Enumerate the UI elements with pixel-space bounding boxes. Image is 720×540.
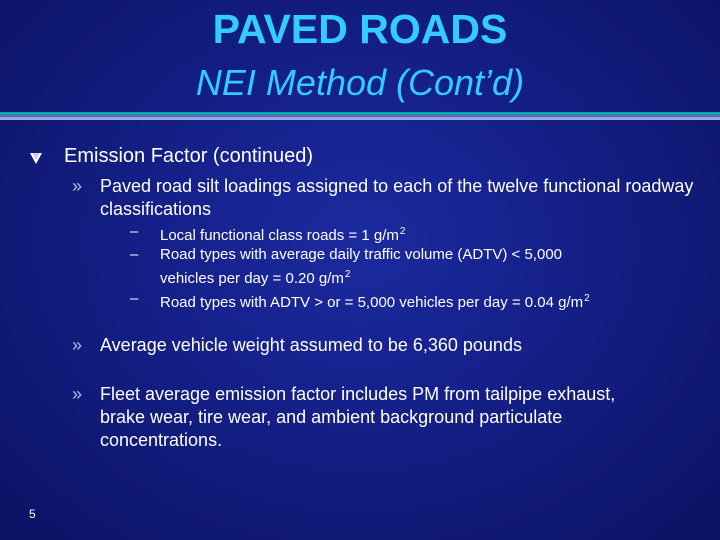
bullet-local-roads (160, 222, 700, 246)
chevron-bullet-icon: » (72, 384, 83, 404)
bullet-emission-factor: Emission Factor (continued) (64, 145, 313, 167)
checkmark-bullet-icon (29, 150, 43, 166)
bullet-fleet-emission (100, 383, 700, 452)
bullet-fleet-line-3: concentrations. (100, 430, 223, 450)
bullet-adtv-low-text2: vehicles per day = 0.20 g/m (160, 270, 344, 287)
bullet-adtv-low-text: Road types with average daily traffic volume (ADTV) < 5,000 (160, 246, 562, 263)
superscript: 2 (344, 269, 351, 280)
dash-bullet-icon: – (130, 290, 139, 307)
title-divider-light (0, 117, 720, 120)
bullet-fleet-line-1: Fleet average emission factor includes PM from tailpipe exhaust, (100, 384, 616, 404)
bullet-adtv-high-text: Road types with ADTV > or = 5,000 vehicles per day = 0.04 g/m (160, 294, 584, 311)
bullet-silt-loadings: Paved road silt loadings assigned to each of the twelve functional roadway classifications (100, 176, 694, 219)
title-area (0, 0, 720, 112)
chevron-bullet-icon: » (72, 176, 83, 196)
slide-subtitle: NEI Method (Cont’d) (195, 62, 525, 103)
bullet-adtv-high (160, 289, 700, 313)
superscript: 2 (584, 293, 590, 304)
superscript: 2 (399, 226, 406, 237)
bullet-adtv-low (160, 245, 700, 289)
bullet-fleet-line-2: brake wear, tire wear, and ambient background particulate (100, 407, 563, 427)
slide-title: PAVED ROADS (212, 6, 508, 52)
bullet-local-roads-text: Local functional class roads = 1 g/m (160, 227, 399, 244)
dash-bullet-icon: – (130, 246, 139, 263)
chevron-bullet-icon: » (72, 335, 83, 355)
page-number: 5 (29, 507, 36, 521)
dash-bullet-icon: – (130, 223, 139, 240)
bullet-vehicle-weight: Average vehicle weight assumed to be 6,360 pounds (100, 335, 522, 355)
